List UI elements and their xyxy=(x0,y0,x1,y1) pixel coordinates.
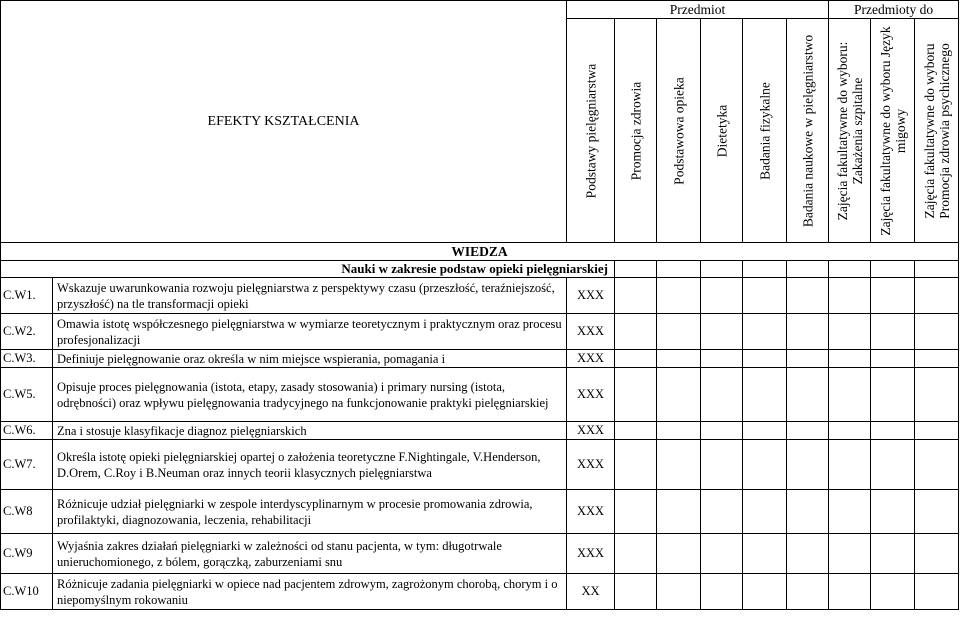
subject-header: Badania naukowe w pielęgniarstwo xyxy=(787,19,829,243)
outcome-text: Określa istotę opieki pielęgniarskiej opartej o założenia teoretyczne F.Nightingale, V.Henderson, D.Orem, C.Roy i B.Neuman oraz innych teorii klasycznych pielęgniarstwa xyxy=(53,440,567,490)
section-title: WIEDZA xyxy=(1,243,959,261)
outcome-mark: XXX xyxy=(567,490,615,534)
section-subtitle: Nauki w zakresie podstaw opieki pielęgniarskiej xyxy=(1,261,615,278)
outcome-mark: XXX xyxy=(567,278,615,314)
subject-header: Dietetyka xyxy=(701,19,743,243)
subject-header: Zajęcia fakultatywne do wyboru Promocja zdrowia psychicznego xyxy=(915,19,959,243)
subject-header: Podstawy pielęgniarstwa xyxy=(567,19,615,243)
outcome-code: C.W8 xyxy=(1,490,53,534)
outcome-code: C.W2. xyxy=(1,314,53,350)
outcome-text: Omawia istotę współczesnego pielęgniarstwa w wymiarze teoretycznym i praktycznym oraz procesu profesjonalizacji xyxy=(53,314,567,350)
group-header-przedmioty-do: Przedmioty do xyxy=(829,1,959,19)
outcome-code: C.W10 xyxy=(1,574,53,610)
table-row xyxy=(1,314,959,350)
outcome-text: Definiuje pielęgnowanie oraz określa w nim miejsce wspierania, pomagania i xyxy=(53,350,567,368)
outcome-text: Zna i stosuje klasyfikacje diagnoz pielęgniarskich xyxy=(53,422,567,440)
table-row xyxy=(1,278,959,314)
table-row xyxy=(1,350,959,368)
outcome-code: C.W3. xyxy=(1,350,53,368)
subject-header: Zajęcia fakultatywne do wyboru Język migowy xyxy=(871,19,915,243)
table-row xyxy=(1,422,959,440)
outcome-mark: XXX xyxy=(567,350,615,368)
group-header-przedmiot: Przedmiot xyxy=(567,1,829,19)
outcome-code: C.W6. xyxy=(1,422,53,440)
outcome-mark: XXX xyxy=(567,534,615,574)
table-row xyxy=(1,534,959,574)
outcome-text: Wskazuje uwarunkowania rozwoju pielęgniarstwa z perspektywy czasu (przeszłość, teraźniejszość, przyszłość) na tle transformacji opieki xyxy=(53,278,567,314)
subject-header: Promocja zdrowia xyxy=(615,19,657,243)
outcome-mark: XX xyxy=(567,574,615,610)
outcome-mark: XXX xyxy=(567,314,615,350)
table-row xyxy=(1,574,959,610)
outcome-code: C.W1. xyxy=(1,278,53,314)
outcome-text: Różnicuje udział pielęgniarki w zespole interdyscyplinarnym w procesie promowania zdrowia, profilaktyki, diagnozowania, leczenia, rehabilitacji xyxy=(53,490,567,534)
table-row xyxy=(1,368,959,422)
table-row xyxy=(1,440,959,490)
table-row xyxy=(1,490,959,534)
subject-header: Badania fizykalne xyxy=(743,19,787,243)
outcome-text: Wyjaśnia zakres działań pielęgniarki w zależności od stanu pacjenta, w tym: długotrwale unieruchomionego, z bólem, gorączką, zaburzeniami snu xyxy=(53,534,567,574)
outcome-code: C.W7. xyxy=(1,440,53,490)
outcome-mark: XXX xyxy=(567,422,615,440)
table-title: EFEKTY KSZTAŁCENIA xyxy=(1,1,567,243)
subject-header: Podstawowa opieka xyxy=(657,19,701,243)
outcome-mark: XXX xyxy=(567,368,615,422)
outcome-text: Opisuje proces pielęgnowania (istota, etapy, zasady stosowania) i primary nursing (istota, odrębności) oraz wpływu pielęgnowania tradycyjnego na funkcjonowanie praktyki pielęgniarskiej xyxy=(53,368,567,422)
outcome-text: Różnicuje zadania pielęgniarki w opiece nad pacjentem zdrowym, zagrożonym chorobą, chorym i o niepomyślnym rokowaniu xyxy=(53,574,567,610)
outcome-mark: XXX xyxy=(567,440,615,490)
outcome-code: C.W9 xyxy=(1,534,53,574)
subject-header: Zajęcia fakultatywne do wyboru: Zakażenia szpitalne xyxy=(829,19,871,243)
outcome-code: C.W5. xyxy=(1,368,53,422)
